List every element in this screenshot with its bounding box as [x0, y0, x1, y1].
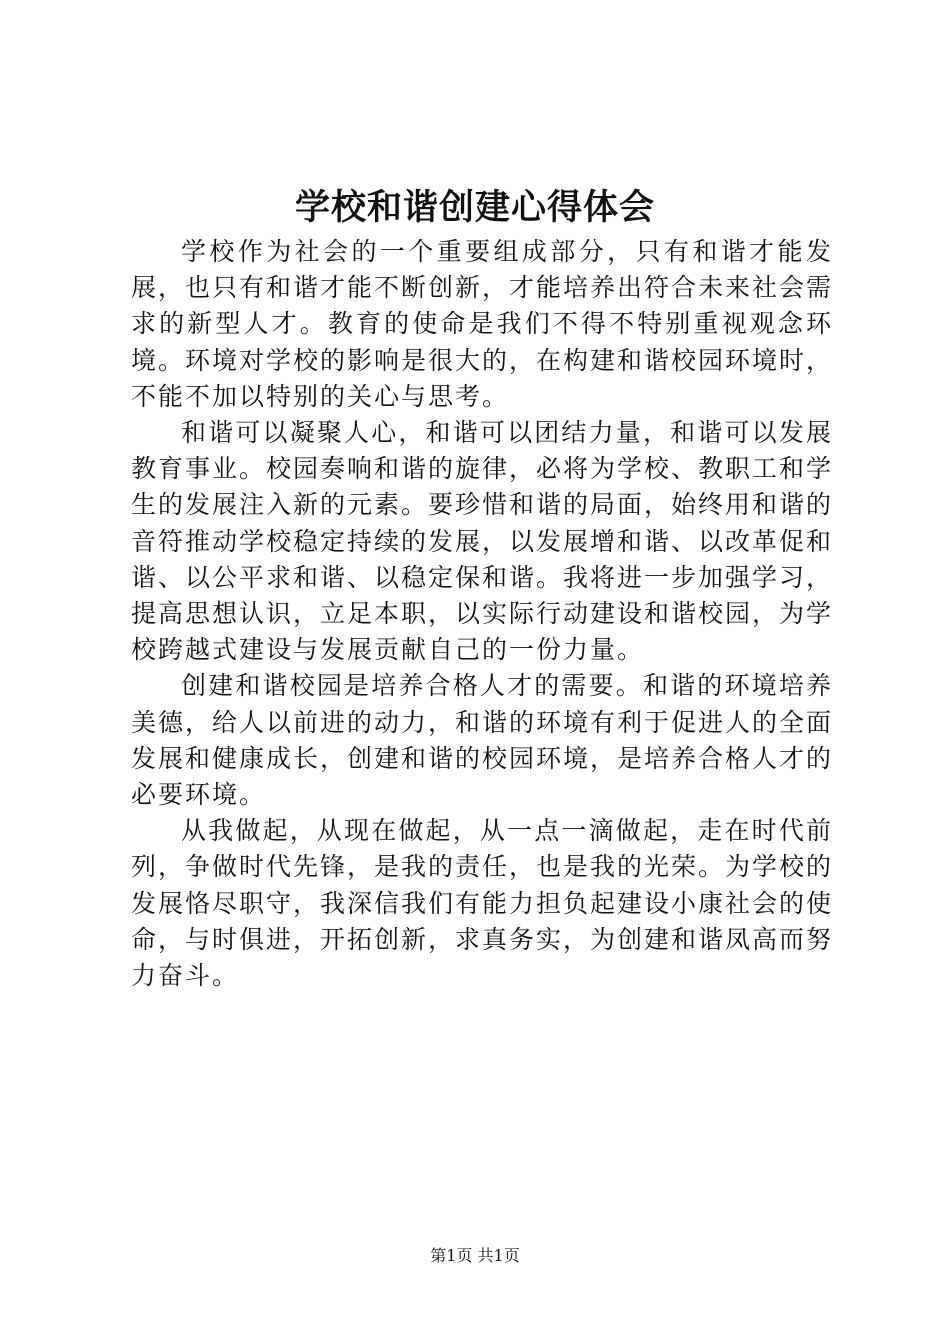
- document-title: 学校和谐创建心得体会: [294, 187, 655, 228]
- paragraph-1: 学校作为社会的一个重要组成部分，只有和谐才能发展，也只有和谐才能不断创新，才能培养出符合未来社会需求的新型人才。教育的使命是我们不得不特别重视观念环境。环境对学校的影响是很大的，在构建和谐校园环境时，不能不加以特别的关心与思考。: [131, 237, 834, 411]
- paragraph-2: 和谐可以凝聚人心，和谐可以团结力量，和谐可以发展教育事业。校园奏响和谐的旋律，必将为学校、教职工和学生的发展注入新的元素。要珍惜和谐的局面，始终用和谐的音符推动学校稳定持续的发展，以发展增和谐、以改革促和谐、以公平求和谐、以稳定保和谐。我将进一步加强学习，提高思想认识，立足本职，以实际行动建设和谐校园，为学校跨越式建设与发展贡献自己的一份力量。: [131, 418, 834, 665]
- paragraph-3: 创建和谐校园是培养合格人才的需要。和谐的环境培养美德，给人以前进的动力，和谐的环境有利于促进人的全面发展和健康成长，创建和谐的校园环境，是培养合格人才的必要环境。: [131, 671, 834, 810]
- document-body: [131, 234, 833, 994]
- paragraph-4: 从我做起，从现在做起，从一点一滴做起，走在时代前列，争做时代先锋，是我的责任，也是我的光荣。为学校的发展恪尽职守，我深信我们有能力担负起建设小康社会的使命，与时俱进，开拓创新，求真务实，为创建和谐凤高而努力奋斗。: [131, 816, 834, 991]
- page-footer: 第1页 共1页: [430, 1246, 520, 1265]
